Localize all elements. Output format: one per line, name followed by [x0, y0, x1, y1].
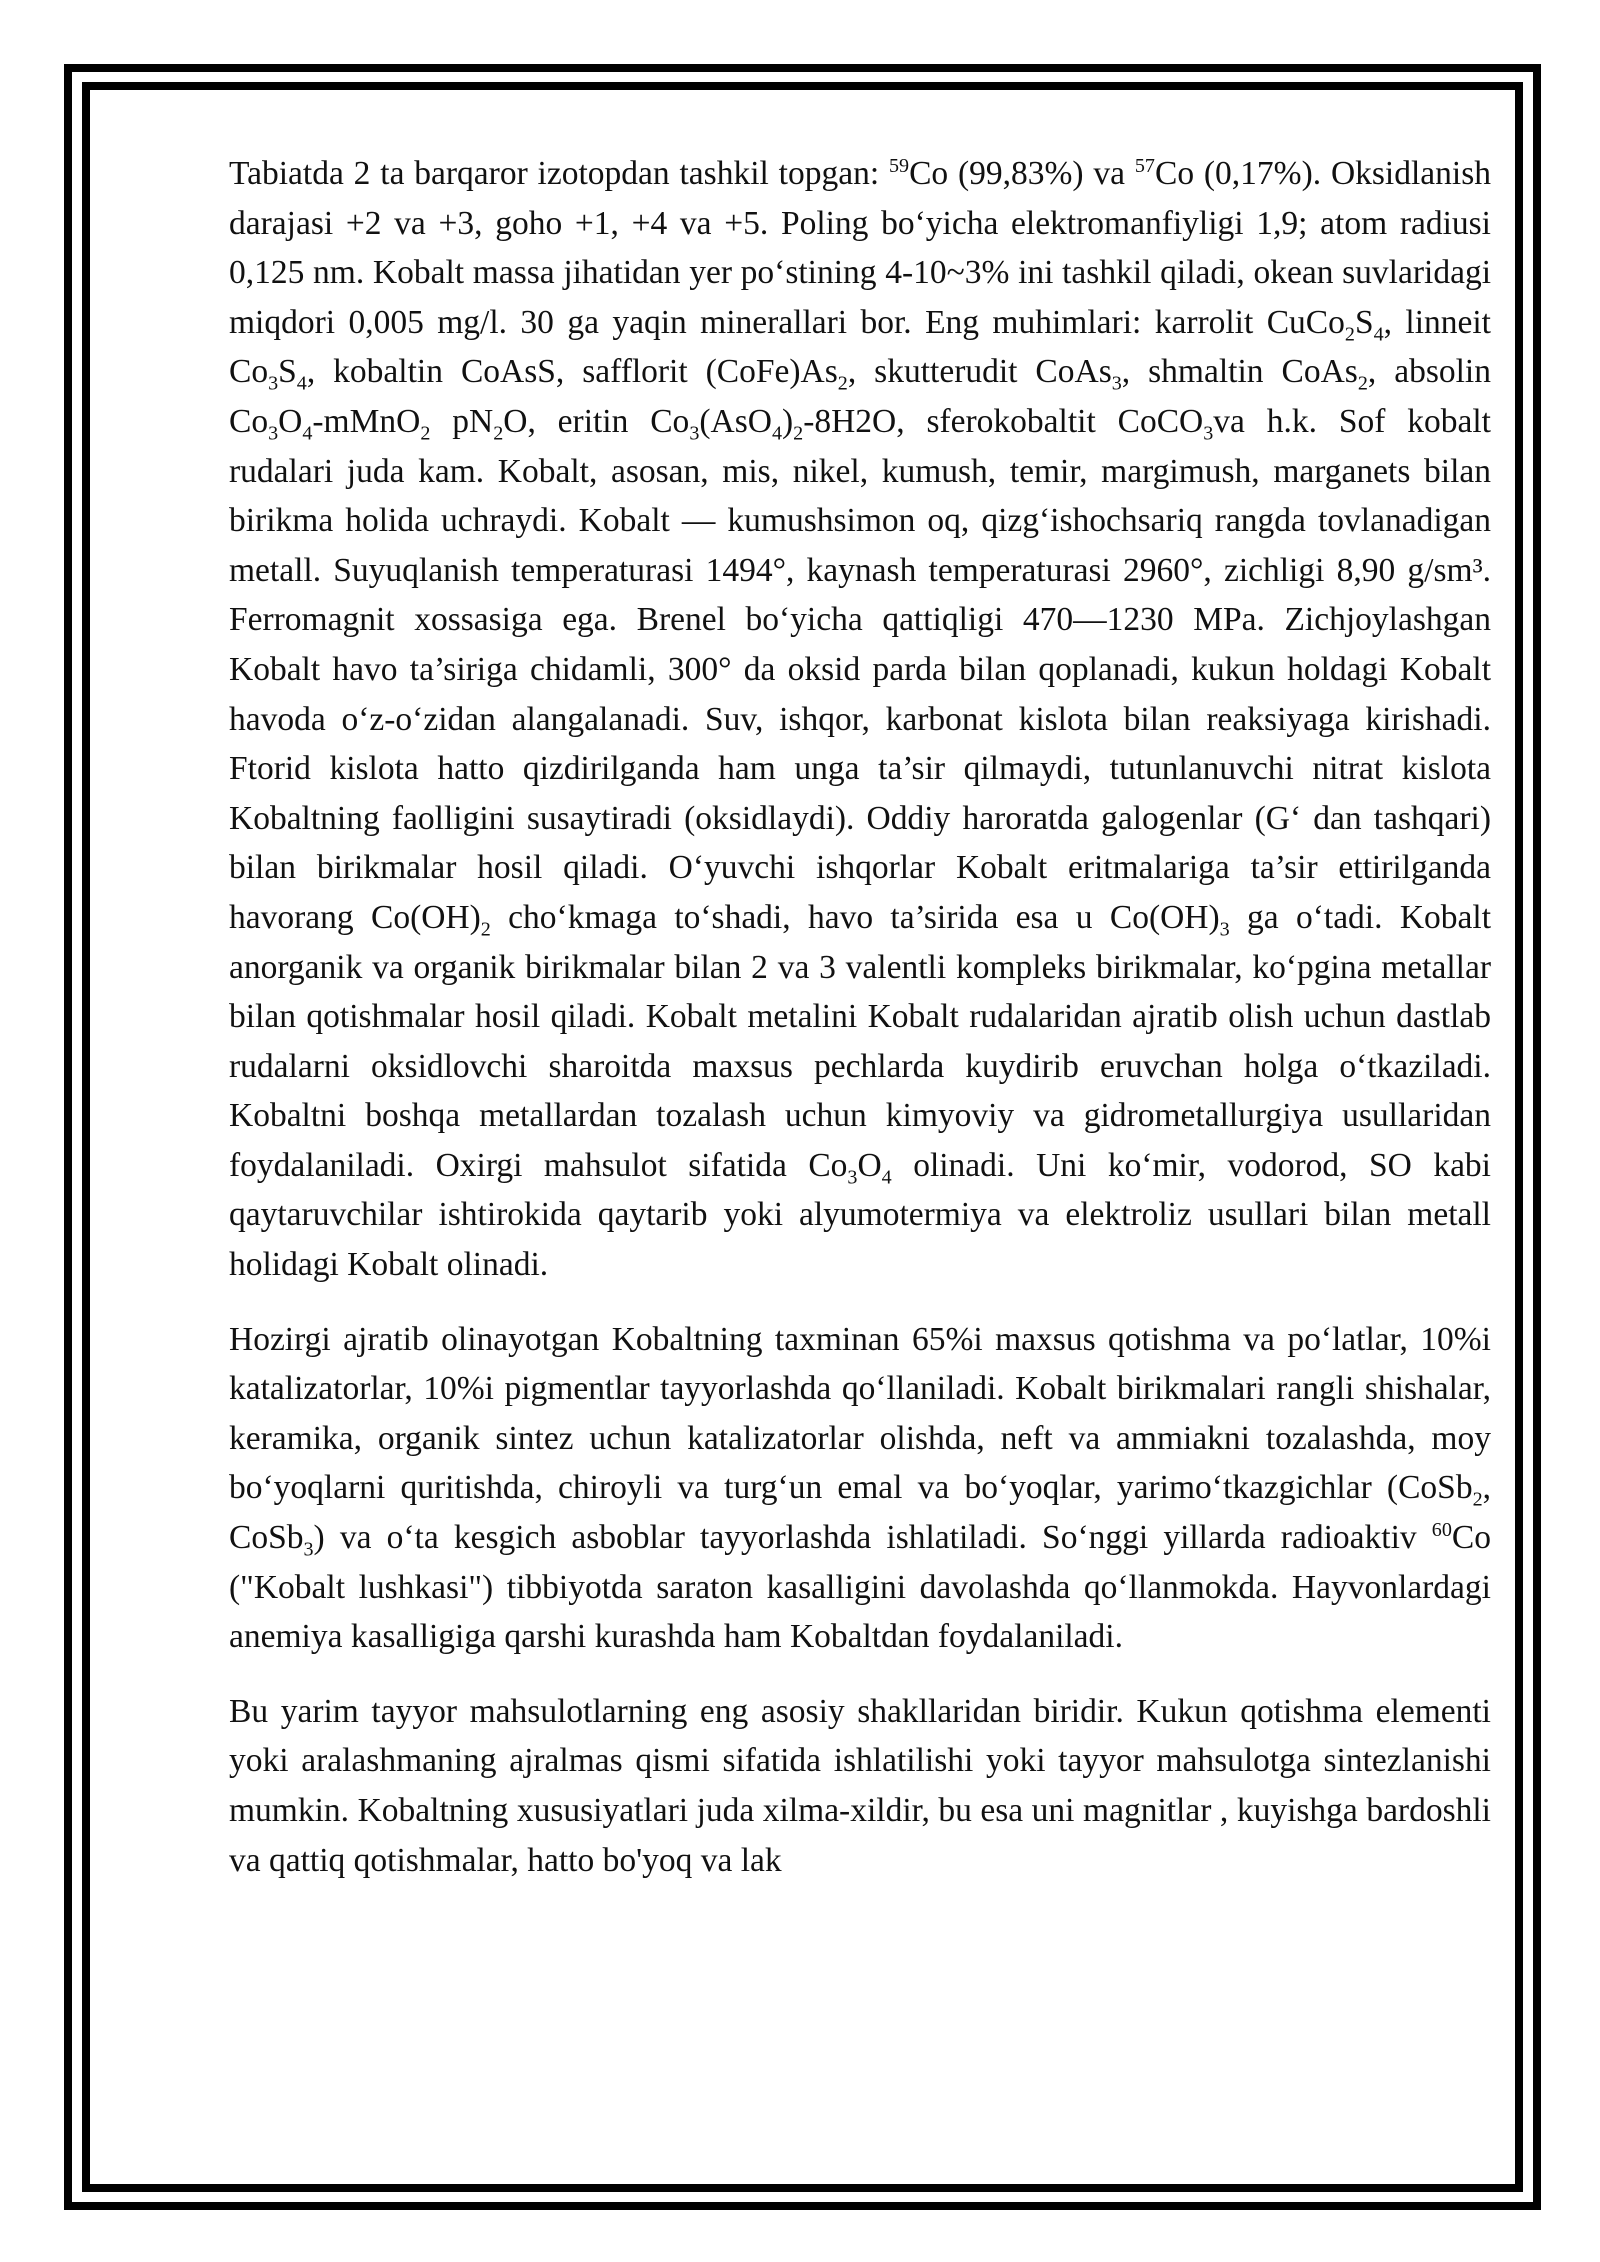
document-body [229, 149, 1491, 1910]
paragraph-2: Hozirgi ajratib olinayotgan Kobaltning taxminan 65%i maxsus qotishma va po‘latlar, 10%i katalizatorlar, 10%i pigmentlar tayyorlashda qo‘llaniladi. Kobalt birikmalari rangli shishalar, keramika, organik sintez uchun katalizatorlar olishda, neft va ammiakni tozalashda, moy bo‘yoqlarni quritishda, chiroyli va turg‘un emal va bo‘yoqlar, yarimo‘tkazgichlar (CoSb$_2$, CoSb$_3$) va o‘ta kesgich asboblar tayyorlashda ishlatiladi. So‘nggi yillarda radioaktiv $^{60}$Co ("Kobalt lushkasi") tibbiyotda saraton kasalligini davolashda qo‘llanmokda. Hayvonlardagi anemiya kasalligiga qarshi kurashda ham Kobaltdan foydalaniladi. [229, 1320, 1491, 1656]
paragraph-3: Bu yarim tayyor mahsulotlarning eng asosiy shakllaridan biridir. Kukun qotishma elementi yoki aralashmaning ajralmas qismi sifatida ishlatilishi yoki tayyor mahsulotga sintezlanishi mumkin. Kobaltning xususiyatlari juda xilma-xildir, bu esa uni magnitlar , kuyishga bardoshli va qattiq qotishmalar, hatto bo'yoq va lak [229, 1692, 1491, 1879]
paragraph-1: Tabiatda 2 ta barqaror izotopdan tashkil topgan: $^{59}$Co (99,83%) va $^{57}$Co (0,17%). Oksidlanish darajasi +2 va +3, goho +1, +4 va +5. Poling bo‘yicha elektromanfiyligi 1,9; atom radiusi 0,125 nm. Kobalt massa jihatidan yer po‘stining 4-10~3% ini tashkil qiladi, okean suvlaridagi miqdori 0,005 mg/l. 30 ga yaqin minerallari bor. Eng muhimlari: karrolit $CuCo_2S_4$, linneit $Co_3S_4$, kobaltin CoAsS, safflorit $(CoFe)As_2$, skutterudit CoAs$_3$, shmaltin CoAs$_2$, absolin $Co_3O_4-mMnO_2$ $pN_2O$, eritin $Co_3(AsO_4)_2-8H2O$, sferokobaltit CoCO$_3$va h.k. Sof kobalt rudalari juda kam. Kobalt, asosan, mis, nikel, kumush, temir, margimush, marganets bilan birikma holida uchraydi. Kobalt — kumushsimon oq, qizg‘ishochsariq rangda tovlanadigan metall. Suyuqlanish temperaturasi 1494°, kaynash temperaturasi 2960°, zichligi 8,90 g/sm³. Ferromagnit xossasiga ega. Brenel bo‘yicha qattiqligi 470—1230 MPa. Zichjoylashgan Kobalt havo ta’siriga chidamli, 300° da oksid parda bilan qoplanadi, kukun holdagi Kobalt havoda o‘z-o‘zidan alangalanadi. Suv, ishqor, karbonat kislota bilan reaksiyaga kirishadi. Ftorid kislota hatto qizdirilganda ham unga ta’sir qilmaydi, tutunlanuvchi nitrat kislota Kobaltning faolligini susaytiradi (oksidlaydi). Oddiy haroratda galogenlar (G‘ dan tashqari) bilan birikmalar hosil qiladi. O‘yuvchi ishqorlar Kobalt eritmalariga ta’sir ettirilganda havorang $Co(OH)_2$ cho‘kmaga to‘shadi, havo ta’sirida esa u $Co(OH)_3$ ga o‘tadi. Kobalt anorganik va organik birikmalar bilan 2 va 3 valentli kompleks birikmalar, ko‘pgina metallar bilan qotishmalar hosil qiladi. Kobalt metalini Kobalt rudalaridan ajratib olish uchun dastlab rudalarni oksidlovchi sharoitda maxsus pechlarda kuydirib eruvchan holga o‘tkaziladi. Kobaltni boshqa metallardan tozalash uchun kimyoviy va gidrometallurgiya usullaridan foydalaniladi. Oxirgi mahsulot sifatida $Co_3O_4$ olinadi. Uni ko‘mir, vodorod, SO kabi qaytaruvchilar ishtirokida qaytarib yoki alyumotermiya va elektroliz usullari bilan metall holidagi Kobalt olinadi. [229, 154, 1492, 1284]
